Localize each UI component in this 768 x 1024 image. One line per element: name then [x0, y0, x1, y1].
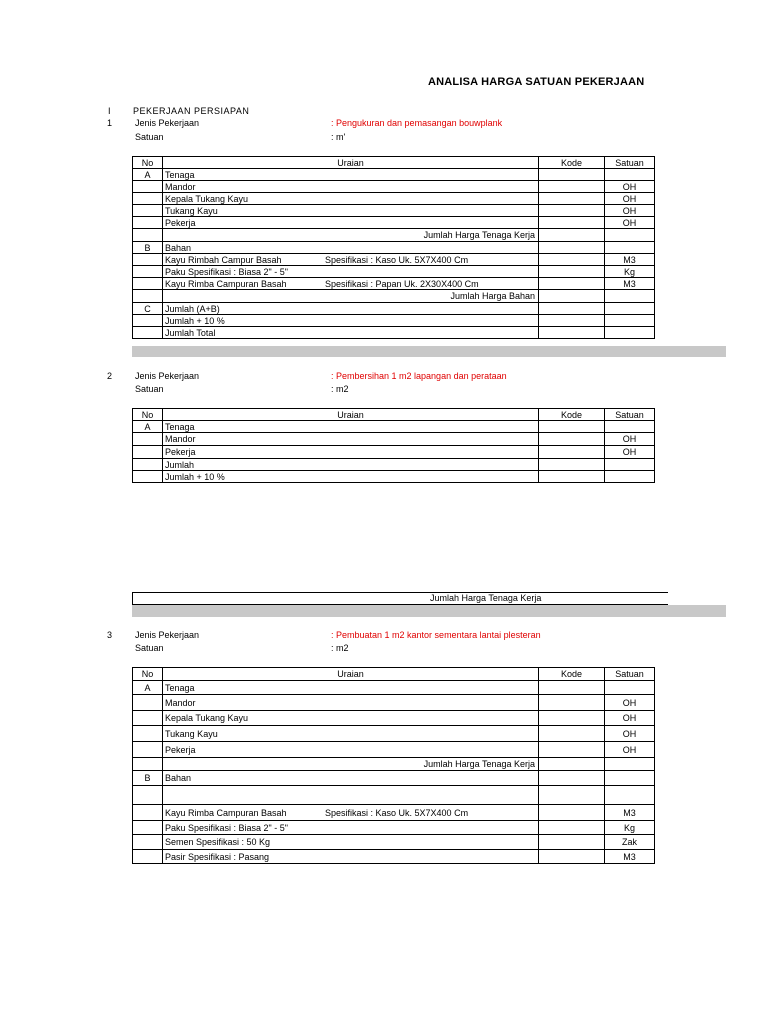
header-kode: Kode: [539, 668, 605, 681]
item-3-jenis-value: : Pembuatan 1 m2 kantor sementara lantai plesteran: [331, 630, 541, 640]
labor-total-label: Jumlah Harga Tenaga Kerja: [163, 229, 539, 242]
unit-cell: OH: [605, 695, 655, 711]
satuan-cell: [605, 169, 655, 181]
material-name: Kayu Rimba Campuran Basah: [165, 807, 287, 818]
table-row: [133, 433, 655, 446]
no-cell: [133, 433, 163, 446]
no-cell: [133, 471, 163, 483]
table-row: [133, 471, 655, 483]
item-2-jenis-label: Jenis Pekerjaan: [135, 371, 200, 381]
material-name: Paku Spesifikasi : Biasa 2" - 5": [163, 821, 539, 835]
table-row: [133, 278, 655, 290]
kode-cell: [539, 835, 605, 850]
group-label: Tenaga: [163, 421, 539, 433]
item-3-table: [132, 667, 655, 864]
kode-cell: [539, 242, 605, 254]
header-no: No: [133, 668, 163, 681]
unit-cell: Zak: [605, 835, 655, 850]
header-satuan: Satuan: [605, 668, 655, 681]
table-header-row: [133, 409, 655, 421]
satuan-cell: [605, 459, 655, 471]
item-2-satuan-value: : m2: [331, 384, 349, 394]
table-header-row: [133, 157, 655, 169]
table-row: [133, 446, 655, 459]
table-row: [133, 242, 655, 254]
item-3-number: 3: [107, 630, 113, 640]
group-label: Jumlah (A+B): [163, 303, 539, 315]
unit-cell: Kg: [605, 266, 655, 278]
table-row: [133, 303, 655, 315]
header-kode: Kode: [539, 157, 605, 169]
unit-cell: M3: [605, 805, 655, 821]
table-row: [133, 711, 655, 726]
kode-cell: [539, 254, 605, 266]
table-row: [133, 459, 655, 471]
uraian-cell: [163, 805, 539, 821]
section-title: PEKERJAAN PERSIAPAN: [133, 106, 250, 116]
item-2-labor-total-label: Jumlah Harga Tenaga Kerja: [430, 593, 542, 603]
table-row: [133, 835, 655, 850]
header-no: No: [133, 157, 163, 169]
kode-cell: [539, 711, 605, 726]
kode-cell: [539, 758, 605, 771]
satuan-cell: [605, 471, 655, 483]
no-cell: [133, 742, 163, 758]
item-1-jenis-label: Jenis Pekerjaan: [135, 118, 200, 128]
table-row: [133, 327, 655, 339]
kode-cell: [539, 726, 605, 742]
unit-cell: Kg: [605, 821, 655, 835]
material-total-label: Jumlah Harga Bahan: [163, 290, 539, 303]
material-spec: Spesifikasi : Papan Uk. 2X30X400 Cm: [325, 278, 479, 289]
sum-label: Jumlah + 10 %: [163, 315, 539, 327]
unit-cell: OH: [605, 205, 655, 217]
unit-cell: OH: [605, 711, 655, 726]
uraian-cell: Mandor: [163, 181, 539, 193]
item-1-table: [132, 156, 655, 339]
separator-band: [132, 346, 726, 357]
table-row: [133, 726, 655, 742]
item-3-jenis-label: Jenis Pekerjaan: [135, 630, 200, 640]
kode-cell: [539, 786, 605, 805]
no-cell: [133, 821, 163, 835]
item-3-satuan-value: : m2: [331, 643, 349, 653]
material-name: Kayu Rimba Campuran Basah: [165, 278, 287, 289]
item-2-jenis-value: : Pembersihan 1 m2 lapangan dan perataan: [331, 371, 507, 381]
no-cell: [133, 805, 163, 821]
sum-label: Jumlah + 10 %: [163, 471, 539, 483]
kode-cell: [539, 421, 605, 433]
kode-cell: [539, 205, 605, 217]
material-name: Paku Spesifikasi : Biasa 2" - 5": [163, 266, 539, 278]
kode-cell: [539, 315, 605, 327]
section-number: I: [108, 106, 111, 116]
uraian-cell: Tukang Kayu: [163, 726, 539, 742]
group-code: A: [133, 169, 163, 181]
no-cell: [133, 758, 163, 771]
header-kode: Kode: [539, 409, 605, 421]
header-uraian: Uraian: [163, 157, 539, 169]
kode-cell: [539, 181, 605, 193]
table-row: [133, 805, 655, 821]
no-cell: [133, 266, 163, 278]
satuan-cell: [605, 315, 655, 327]
subtotal-row: [133, 229, 655, 242]
table-row: [133, 786, 655, 805]
no-cell: [133, 315, 163, 327]
table-row: [133, 254, 655, 266]
table-row: [133, 695, 655, 711]
satuan-cell: [605, 242, 655, 254]
unit-cell: M3: [605, 850, 655, 864]
table-row: [133, 681, 655, 695]
sum-label: Jumlah Total: [163, 327, 539, 339]
no-cell: [133, 327, 163, 339]
item-1-satuan-label: Satuan: [135, 132, 164, 142]
table-header-row: [133, 668, 655, 681]
kode-cell: [539, 229, 605, 242]
unit-cell: OH: [605, 193, 655, 205]
no-cell: [133, 711, 163, 726]
group-label: Bahan: [163, 771, 539, 786]
uraian-cell: [163, 786, 539, 805]
header-satuan: Satuan: [605, 409, 655, 421]
unit-cell: OH: [605, 433, 655, 446]
group-code: A: [133, 681, 163, 695]
material-name: Kayu Rimbah Campur Basah: [165, 254, 282, 265]
header-satuan: Satuan: [605, 157, 655, 169]
material-name: Pasir Spesifikasi : Pasang: [163, 850, 539, 864]
kode-cell: [539, 290, 605, 303]
no-cell: [133, 726, 163, 742]
satuan-cell: [605, 327, 655, 339]
satuan-cell: [605, 229, 655, 242]
no-cell: [133, 229, 163, 242]
table-row: [133, 205, 655, 217]
satuan-cell: [605, 303, 655, 315]
uraian-cell: [163, 278, 539, 290]
uraian-cell: Pekerja: [163, 217, 539, 229]
item-2-table: [132, 408, 655, 483]
no-cell: [133, 850, 163, 864]
kode-cell: [539, 742, 605, 758]
group-label: Tenaga: [163, 169, 539, 181]
group-label: Tenaga: [163, 681, 539, 695]
no-cell: [133, 290, 163, 303]
table-row: [133, 821, 655, 835]
subtotal-row: [133, 758, 655, 771]
kode-cell: [539, 266, 605, 278]
unit-cell: OH: [605, 742, 655, 758]
table-row: [133, 315, 655, 327]
kode-cell: [539, 169, 605, 181]
uraian-cell: Kepala Tukang Kayu: [163, 193, 539, 205]
kode-cell: [539, 471, 605, 483]
table-row: [133, 742, 655, 758]
unit-cell: OH: [605, 726, 655, 742]
item-2-number: 2: [107, 371, 113, 381]
item-1-satuan-value: : m': [331, 132, 346, 142]
kode-cell: [539, 850, 605, 864]
kode-cell: [539, 821, 605, 835]
header-no: No: [133, 409, 163, 421]
material-name: Semen Spesifikasi : 50 Kg: [163, 835, 539, 850]
table-row: [133, 181, 655, 193]
kode-cell: [539, 805, 605, 821]
kode-cell: [539, 217, 605, 229]
header-uraian: Uraian: [163, 409, 539, 421]
unit-cell: M3: [605, 278, 655, 290]
kode-cell: [539, 433, 605, 446]
separator-band: [132, 605, 726, 617]
material-spec: Spesifikasi : Kaso Uk. 5X7X400 Cm: [325, 254, 469, 265]
kode-cell: [539, 446, 605, 459]
group-code: A: [133, 421, 163, 433]
item-1-number: 1: [107, 118, 113, 128]
table-row: [133, 193, 655, 205]
uraian-cell: Kepala Tukang Kayu: [163, 711, 539, 726]
satuan-cell: [605, 786, 655, 805]
unit-cell: OH: [605, 181, 655, 193]
table-row: [133, 217, 655, 229]
satuan-cell: [605, 758, 655, 771]
no-cell: [133, 695, 163, 711]
labor-total-label: Jumlah Harga Tenaga Kerja: [163, 758, 539, 771]
group-code: C: [133, 303, 163, 315]
table-row: [133, 421, 655, 433]
item-2-satuan-label: Satuan: [135, 384, 164, 394]
row-top-border: [132, 592, 668, 593]
kode-cell: [539, 303, 605, 315]
table-row: [133, 850, 655, 864]
group-code: B: [133, 771, 163, 786]
document-title: ANALISA HARGA SATUAN PEKERJAAN: [428, 76, 645, 88]
kode-cell: [539, 459, 605, 471]
satuan-cell: [605, 681, 655, 695]
group-label: Bahan: [163, 242, 539, 254]
table-row: [133, 771, 655, 786]
no-cell: [133, 446, 163, 459]
satuan-cell: [605, 771, 655, 786]
sum-label: Jumlah: [163, 459, 539, 471]
table-row: [133, 169, 655, 181]
kode-cell: [539, 681, 605, 695]
kode-cell: [539, 695, 605, 711]
kode-cell: [539, 771, 605, 786]
no-cell: [133, 217, 163, 229]
row-left-border: [132, 592, 133, 605]
material-spec: Spesifikasi : Kaso Uk. 5X7X400 Cm: [325, 807, 469, 818]
kode-cell: [539, 193, 605, 205]
uraian-cell: Pekerja: [163, 446, 539, 459]
uraian-cell: [163, 254, 539, 266]
uraian-cell: Pekerja: [163, 742, 539, 758]
unit-cell: OH: [605, 446, 655, 459]
header-uraian: Uraian: [163, 668, 539, 681]
no-cell: [133, 181, 163, 193]
no-cell: [133, 459, 163, 471]
kode-cell: [539, 327, 605, 339]
no-cell: [133, 786, 163, 805]
table-row: [133, 266, 655, 278]
uraian-cell: Mandor: [163, 433, 539, 446]
no-cell: [133, 205, 163, 217]
no-cell: [133, 835, 163, 850]
uraian-cell: Mandor: [163, 695, 539, 711]
satuan-cell: [605, 290, 655, 303]
item-1-jenis-value: : Pengukuran dan pemasangan bouwplank: [331, 118, 503, 128]
subtotal-row: [133, 290, 655, 303]
group-code: B: [133, 242, 163, 254]
unit-cell: OH: [605, 217, 655, 229]
satuan-cell: [605, 421, 655, 433]
no-cell: [133, 278, 163, 290]
uraian-cell: Tukang Kayu: [163, 205, 539, 217]
no-cell: [133, 193, 163, 205]
unit-cell: M3: [605, 254, 655, 266]
no-cell: [133, 254, 163, 266]
item-3-satuan-label: Satuan: [135, 643, 164, 653]
kode-cell: [539, 278, 605, 290]
